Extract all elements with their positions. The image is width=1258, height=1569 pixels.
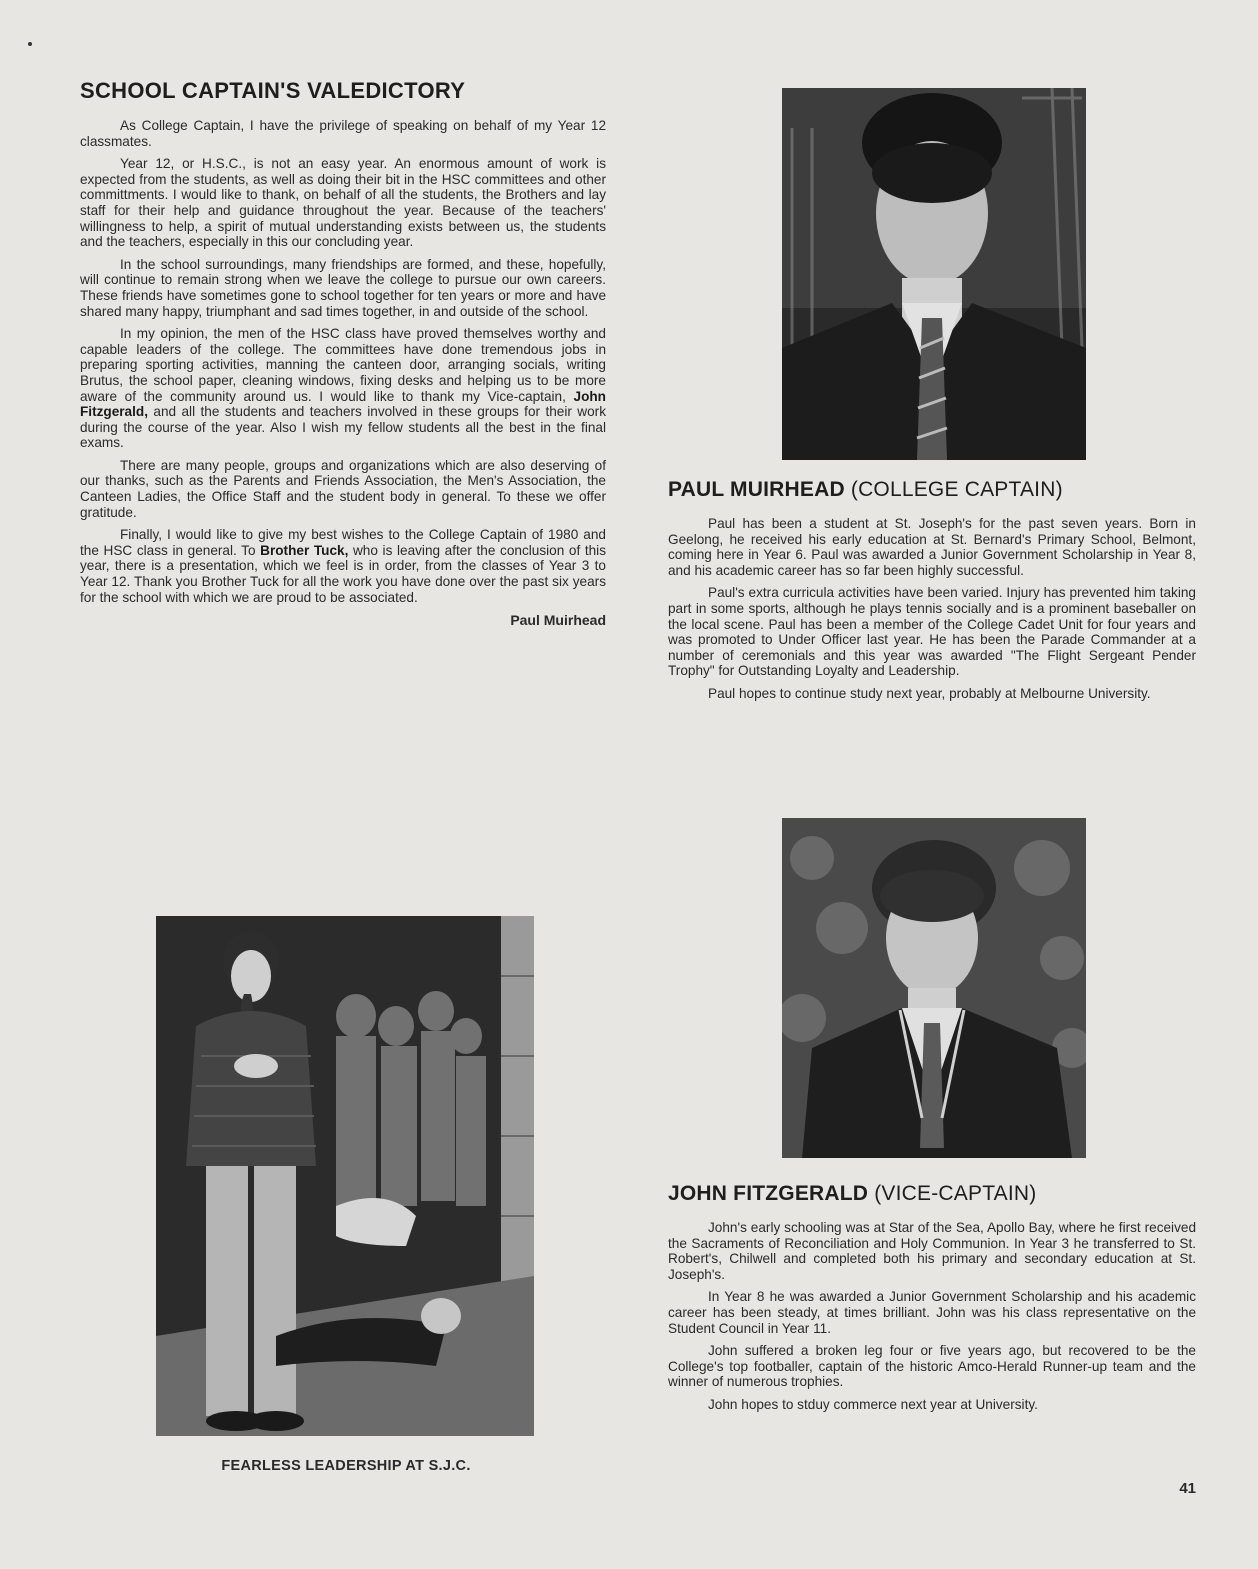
- portrait-image: [782, 88, 1086, 460]
- person-name: PAUL MUIRHEAD: [668, 478, 845, 501]
- paul-paragraph-3: Paul hopes to continue study next year, probably at Melbourne University.: [708, 685, 1151, 701]
- paul-muirhead-photo: [782, 88, 1086, 460]
- valedictory-paragraph-1: As College Captain, I have the privilege of speaking on behalf of my Year 12 classmates.: [80, 118, 606, 149]
- john-heading: [668, 1182, 1196, 1206]
- paul-heading: [668, 478, 1196, 502]
- john-fitzgerald-photo: [782, 818, 1086, 1158]
- person-name: JOHN FITZGERALD: [668, 1182, 869, 1205]
- portrait-image: [782, 818, 1086, 1158]
- group-leadership-photo: [156, 916, 534, 1436]
- valedictory-paragraph-4: [80, 326, 606, 451]
- valedictory-title: SCHOOL CAPTAIN'S VALEDICTORY: [80, 78, 466, 103]
- paragraph-text: In my opinion, the men of the HSC class have proved themselves worthy and capable leaders of the college. The committees have done tremendous jobs in preparing sporting activities, manning the canteen door, arranging socials, writing Brutus, the school paper, cleaning windows, fixing desks and helping us to be more aware of the community around us. I would like to thank my Vice-captain,: [80, 326, 606, 404]
- john-paragraph-3: John suffered a broken leg four or five years ago, but recovered to be the College's top footballer, captain of the historic Amco-Herald Runner-up team and the winner of numerous trophies.: [668, 1343, 1196, 1390]
- vice-captain-name: John Fitzgerald,: [80, 388, 606, 420]
- brother-tuck-name: Brother Tuck,: [260, 542, 349, 558]
- valedictory-paragraph-2: Year 12, or H.S.C., is not an easy year. An enormous amount of work is expected from the students, as well as doing their bit in the HSC committees and other committments. I would like to thank, on behalf of all the students, the Brothers and lay staff for their help and guidance throughout the year. Because of the teachers' willingness to help, a spirit of mutual understanding exists between us, the students and the teachers, especially in this our concluding year.: [80, 156, 606, 250]
- paul-profile: [668, 478, 1196, 709]
- john-paragraph-4: John hopes to stduy commerce next year at University.: [708, 1396, 1038, 1412]
- valedictory-paragraph-3: In the school surroundings, many friendships are formed, and these, hopefully, will continue to remain strong when we leave the college to pursue our own careers. These friends have sometimes gone to school together for ten years or more and have shared many happy, triumphant and sad times together, in and outside of the school.: [80, 256, 606, 319]
- valedictory-paragraph-6: [80, 527, 606, 605]
- person-role: (VICE-CAPTAIN): [874, 1182, 1037, 1205]
- paragraph-text: and all the students and teachers involved in these groups for their work during the course of the year. Also I wish my fellow students all the best in the final exams.: [80, 404, 606, 451]
- print-speck: [28, 42, 32, 46]
- paragraph-text: who is leaving after the conclusion of this year, there is a presentation, which we feel is in order, from the classes of Year 3 to Year 12. Thank you Brother Tuck for all the work you have done over the past six years for the school with which we are proud to be associated.: [80, 542, 607, 605]
- valedictory-paragraph-5: There are many people, groups and organizations which are also deserving of our thanks, such as the Parents and Friends Association, the Men's Association, the Canteen Ladies, the Office Staff and the student body in general. To these we offer gratitude.: [80, 457, 606, 520]
- john-profile: [668, 1182, 1196, 1420]
- person-role: (COLLEGE CAPTAIN): [850, 478, 1063, 501]
- paul-paragraph-2: Paul's extra curricula activities have been varied. Injury has prevented him taking part in some sports, although he plays tennis socially and is a prominent baseballer on the local scene. Paul has been a member of the College Cadet Unit for four years and was promoted to Under Officer last year. He has been the Parade Commander at a number of ceremonials and this year was awarded "The Flight Sergeant Pender Trophy" for Outstanding Loyalty and Leadership.: [668, 585, 1196, 679]
- group-image: [156, 916, 534, 1436]
- signature: Paul Muirhead: [510, 612, 606, 629]
- john-paragraph-1: John's early schooling was at Star of the Sea, Apollo Bay, where he first received the Sacraments of Reconciliation and Holy Communion. In Year 3 he transferred to St. Robert's, Chilwell and completed both his primary and secondary education at St. Joseph's.: [668, 1220, 1196, 1282]
- john-paragraph-2: In Year 8 he was awarded a Junior Government Scholarship and his academic career has been steady, at times brilliant. John was his class representative on the Student Council in Year 11.: [668, 1289, 1196, 1336]
- paul-paragraph-1: Paul has been a student at St. Joseph's for the past seven years. Born in Geelong, he received his early education at St. Bernard's Primary School, Belmont, coming here in Year 6. Paul was awarded a Junior Government Scholarship in Year 8, and his academic career has so far been highly successful.: [668, 516, 1196, 578]
- page-number: 41: [1179, 1480, 1196, 1497]
- paragraph-text: Finally, I would like to give my best wishes to the College Captain of 1980 and the HSC class in general. To: [80, 527, 606, 558]
- group-photo-caption: FEARLESS LEADERSHIP AT S.J.C.: [221, 1458, 471, 1474]
- valedictory-article: [80, 78, 606, 628]
